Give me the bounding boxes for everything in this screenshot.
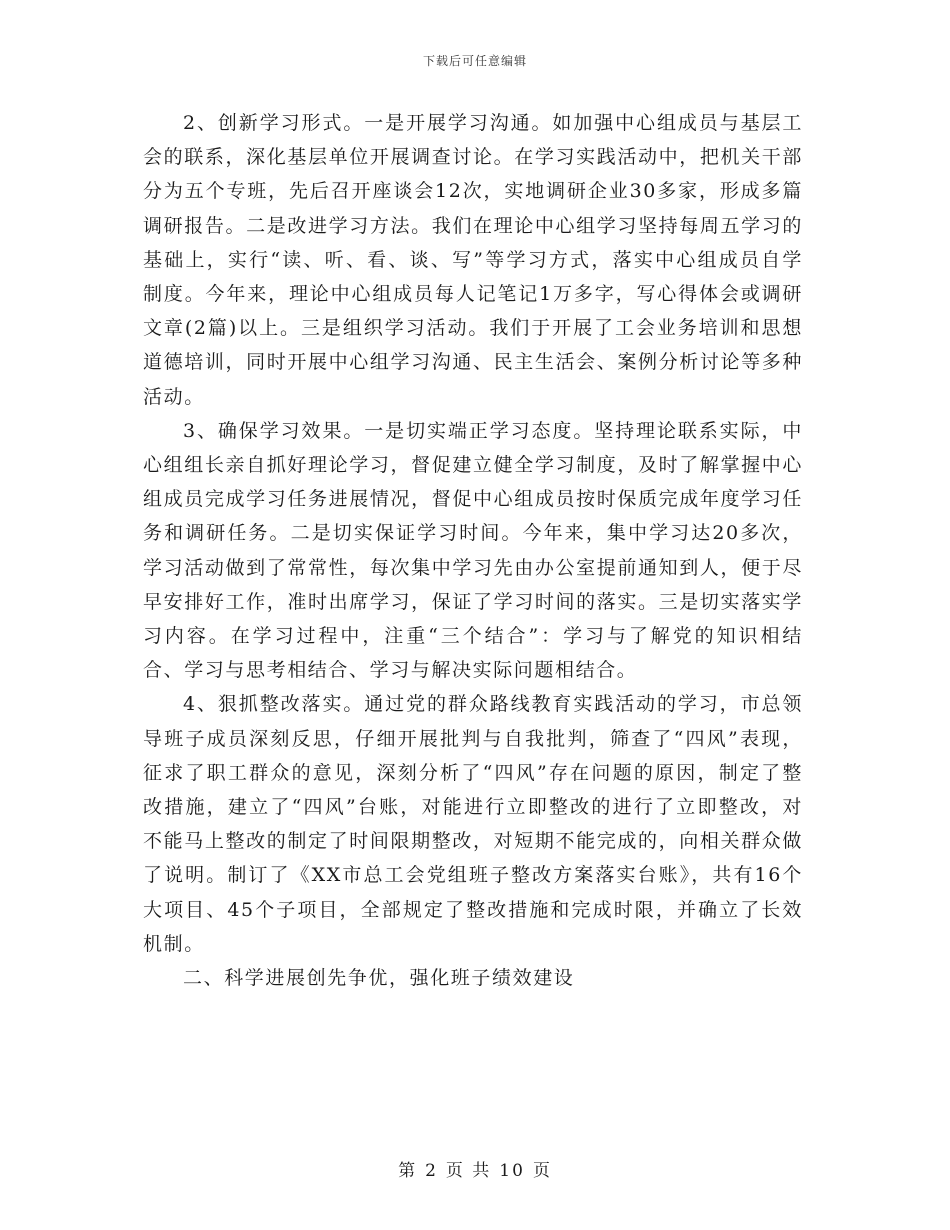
document-body	[143, 106, 803, 995]
footer-prefix: 第	[398, 1161, 418, 1181]
paragraph-rectification: 4、狠抓整改落实。通过党的群众路线教育实践活动的学习，市总领导班子成员深刻反思，仔细开展批判与自我批判，筛查了“四风”表现，征求了职工群众的意见，深刻分析了“四风”存在问题的原因，制定了整改措施，建立了“四风”台账，对能进行立即整改的进行了立即整改，对不能马上整改的制定了时间限期整改，对短期不能完成的，向相关群众做了说明。制订了《XX市总工会党组班子整改方案落实台账》，共有16个大项目、45个子项目，全部规定了整改措施和完成时限，并确立了长效机制。	[143, 693, 803, 955]
paragraph-ensure-effect: 3、确保学习效果。一是切实端正学习态度。坚持理论联系实际，中心组组长亲自抓好理论学习，督促建立健全学习制度，及时了解掌握中心组成员完成学习任务进展情况，督促中心组成员按时保质完成年度学习任务和调研任务。二是切实保证学习时间。今年来，集中学习达20多次，学习活动做到了常常性，每次集中学习先由办公室提前通知到人，便于尽早安排好工作，准时出席学习，保证了学习时间的落实。三是切实落实学习内容。在学习过程中，注重“三个结合”：学习与了解党的知识相结合、学习与思考相结合、学习与解决实际问题相结合。	[143, 419, 803, 682]
current-page-number: 2	[425, 1161, 438, 1181]
page-number-footer	[0, 1156, 950, 1181]
header-note: 下载后可任意编辑	[422, 54, 527, 68]
total-pages-number: 10	[499, 1161, 525, 1181]
section-heading: 二、科学进展创先争优，强化班子绩效建设	[183, 967, 575, 990]
footer-suffix: 页	[532, 1161, 552, 1181]
paragraph-innovate-learning: 2、创新学习形式。一是开展学习沟通。如加强中心组成员与基层工会的联系，深化基层单位开展调查讨论。在学习实践活动中，把机关干部分为五个专班，先后召开座谈会12次，实地调研企业30多家，形成多篇调研报告。二是改进学习方法。我们在理论中心组学习坚持每周五学习的基础上，实行“读、听、看、谈、写”等学习方式，落实中心组成员自学制度。今年来，理论中心组成员每人记笔记1万多字，写心得体会或调研文章(2篇)以上。三是组织学习活动。我们于开展了工会业务培训和思想道德培训，同时开展中心组学习沟通、民主生活会、案例分析讨论等多种活动。	[143, 112, 803, 408]
footer-mid: 页 共	[445, 1161, 492, 1181]
